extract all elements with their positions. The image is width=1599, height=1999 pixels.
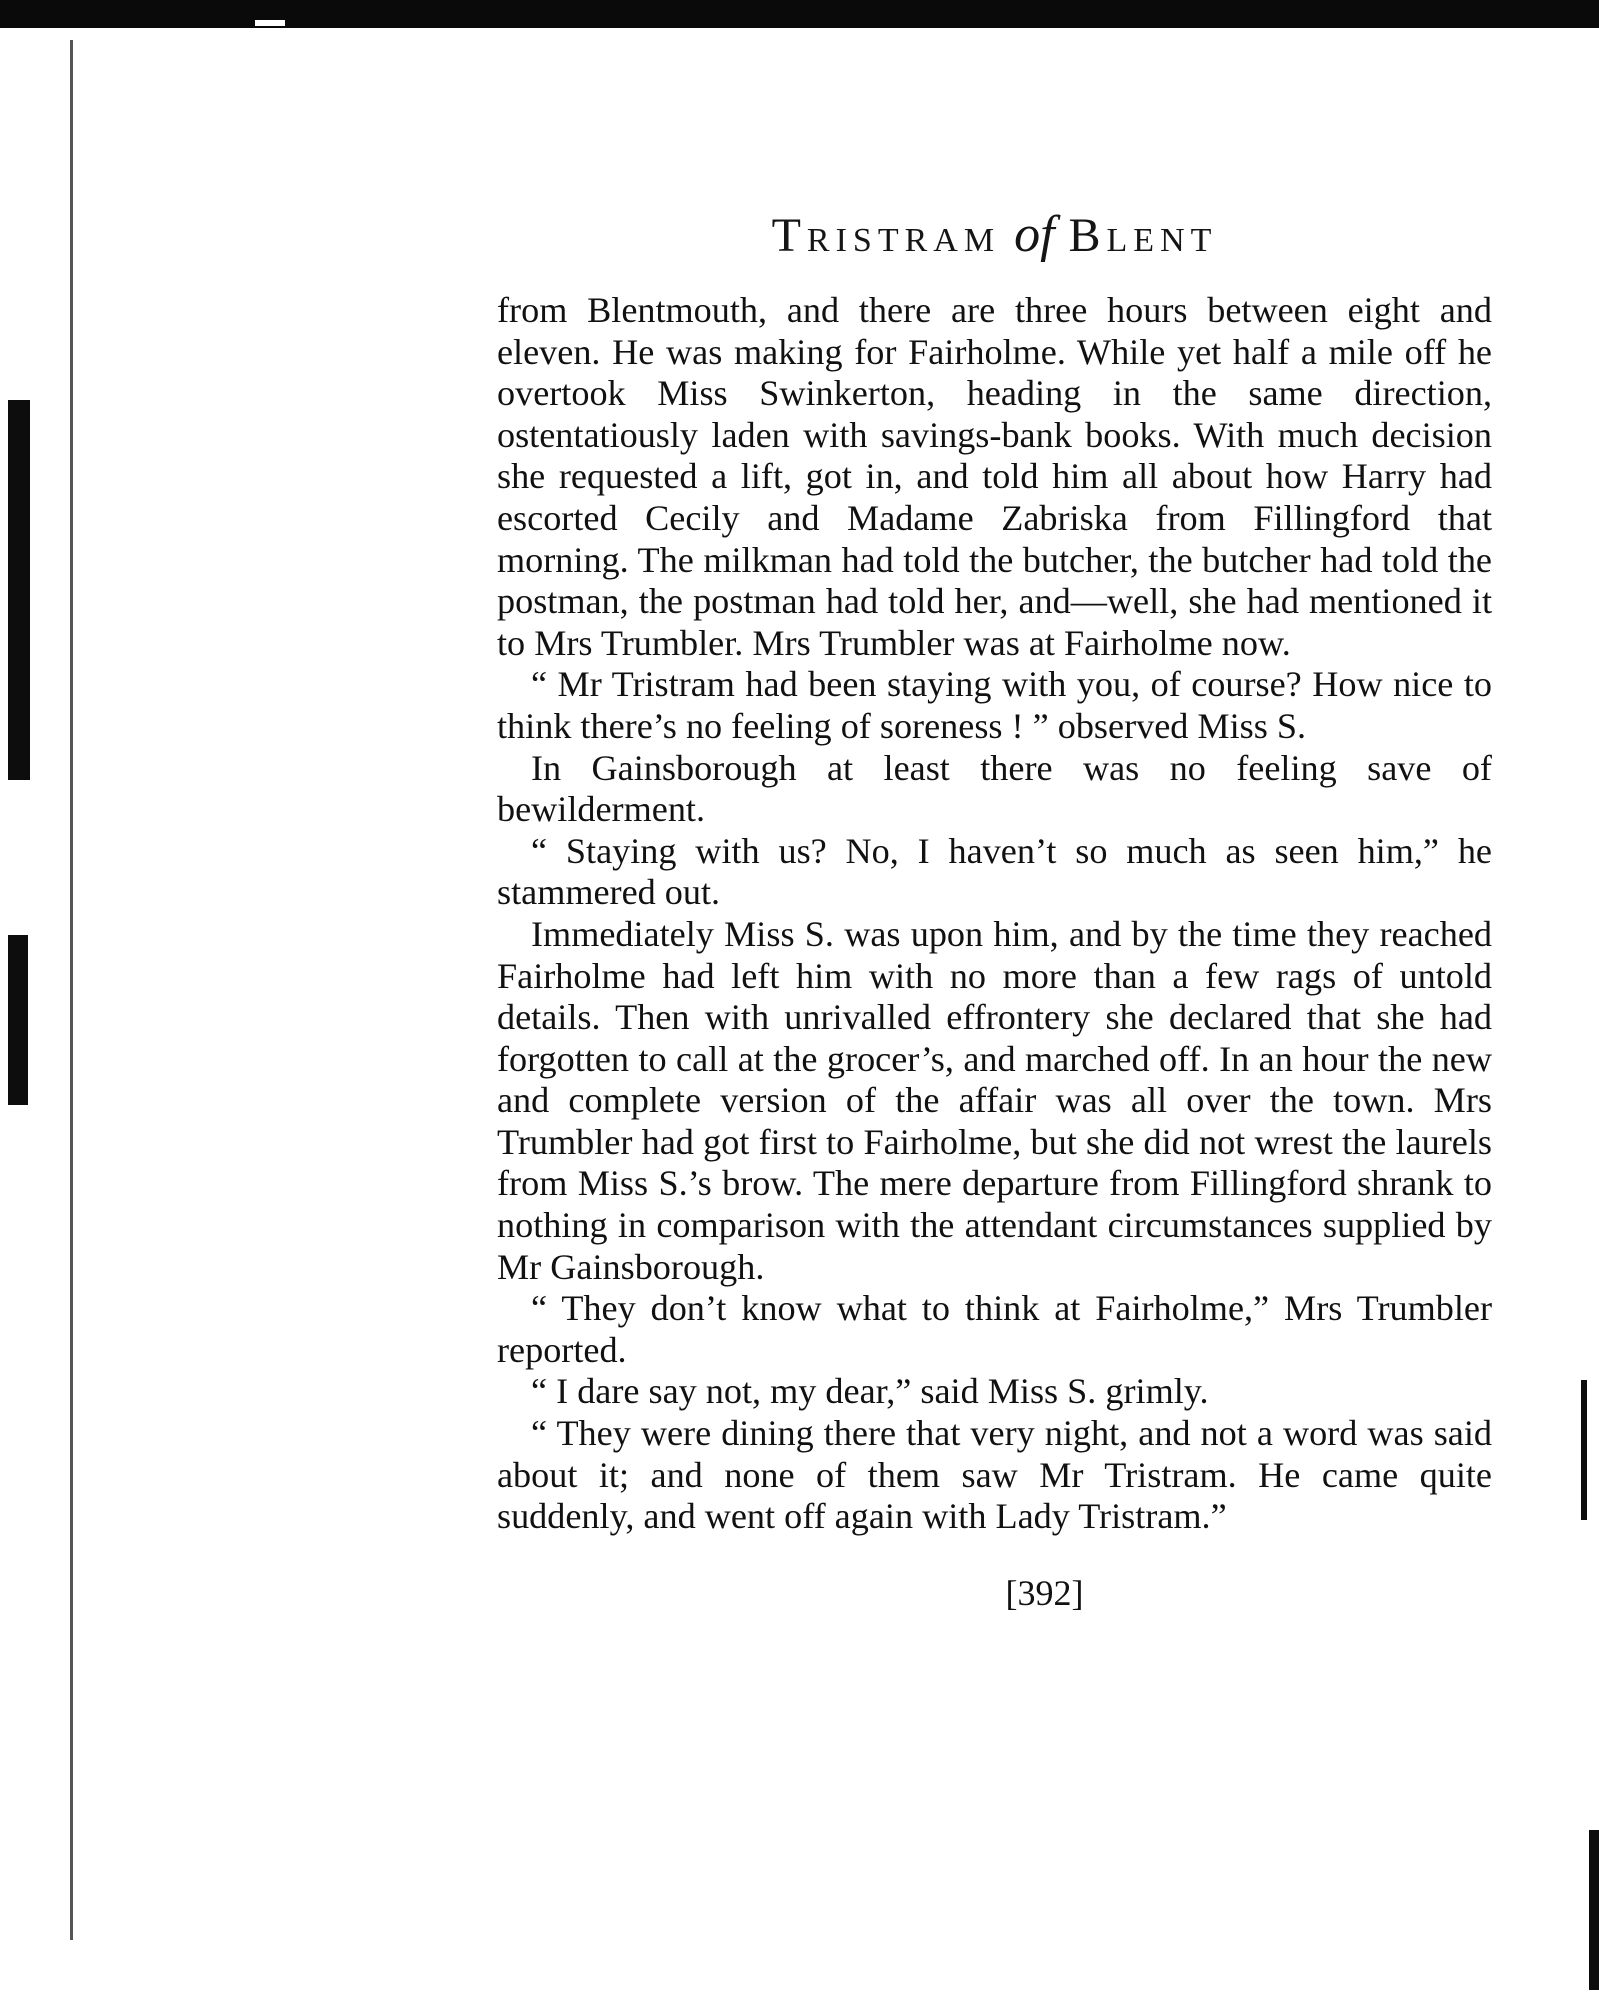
- running-head: [497, 205, 1492, 264]
- book-page: [497, 205, 1492, 1614]
- paragraph-2: “ Mr Tristram had been staying with you, of course? How nice to think there’s no feeling of soreness ! ” observed Miss S.: [497, 664, 1492, 746]
- paragraph-6: “ They don’t know what to think at Fairholme,” Mrs Trumbler reported.: [497, 1288, 1492, 1370]
- running-head-title-part1: Tristram: [771, 209, 1001, 262]
- body-text: [497, 290, 1492, 1538]
- scan-border-notch: [255, 20, 285, 26]
- scan-right-edge-mark: [1581, 1380, 1587, 1520]
- page-number: [392]: [1005, 1572, 1084, 1613]
- scan-left-edge-shadow: [8, 400, 30, 780]
- scan-left-edge-shadow-lower: [8, 935, 28, 1105]
- scan-top-border: [0, 0, 1599, 28]
- scan-left-edge-line: [70, 40, 73, 1940]
- paragraph-4: “ Staying with us? No, I haven’t so much as seen him,” he stammered out.: [497, 830, 1492, 913]
- paragraph-3: In Gainsborough at least there was no feeling save of bewilderment.: [497, 747, 1492, 830]
- paragraph-5: Immediately Miss S. was upon him, and by the time they reached Fairholme had left him with no more than a few rags of untold details. Then with unrivalled effrontery she declared that she had forgotten to call at the grocer’s, and marched off. In an hour the new and complete version of the affair was all over the town. Mrs Trumbler had got first to Fairholme, but she did not wrest the laurels from Miss S.’s brow. The mere departure from Fillingford shrank to nothing in comparison with the attendant circumstances supplied by Mr Gainsborough.: [497, 913, 1492, 1287]
- paragraph-7: “ I dare say not, my dear,” said Miss S. grimly.: [531, 1371, 1209, 1412]
- running-head-title-part2: Blent: [1068, 209, 1218, 262]
- paragraph-1: from Blentmouth, and there are three hours between eight and eleven. He was making for Fairholme. While yet half a mile off he overtook Miss Swinkerton, heading in the same direction, ostentatiously laden with savings-bank books. With much decision she requested a lift, got in, and told him all about how Harry had escorted Cecily and Madame Zabriska from Fillingford that morning. The milkman had told the butcher, the butcher had told the postman, the postman had told her, and—well, she had mentioned it to Mrs Trumbler. Mrs Trumbler was at Fairholme now.: [497, 290, 1492, 663]
- paragraph-8: “ They were dining there that very night, and not a word was said about it; and none of them saw Mr Tristram. He came quite suddenly, and went off again with Lady Tristram.”: [497, 1413, 1492, 1537]
- running-head-connector: of: [1014, 206, 1055, 263]
- scan-right-edge-mark-lower: [1589, 1830, 1599, 1990]
